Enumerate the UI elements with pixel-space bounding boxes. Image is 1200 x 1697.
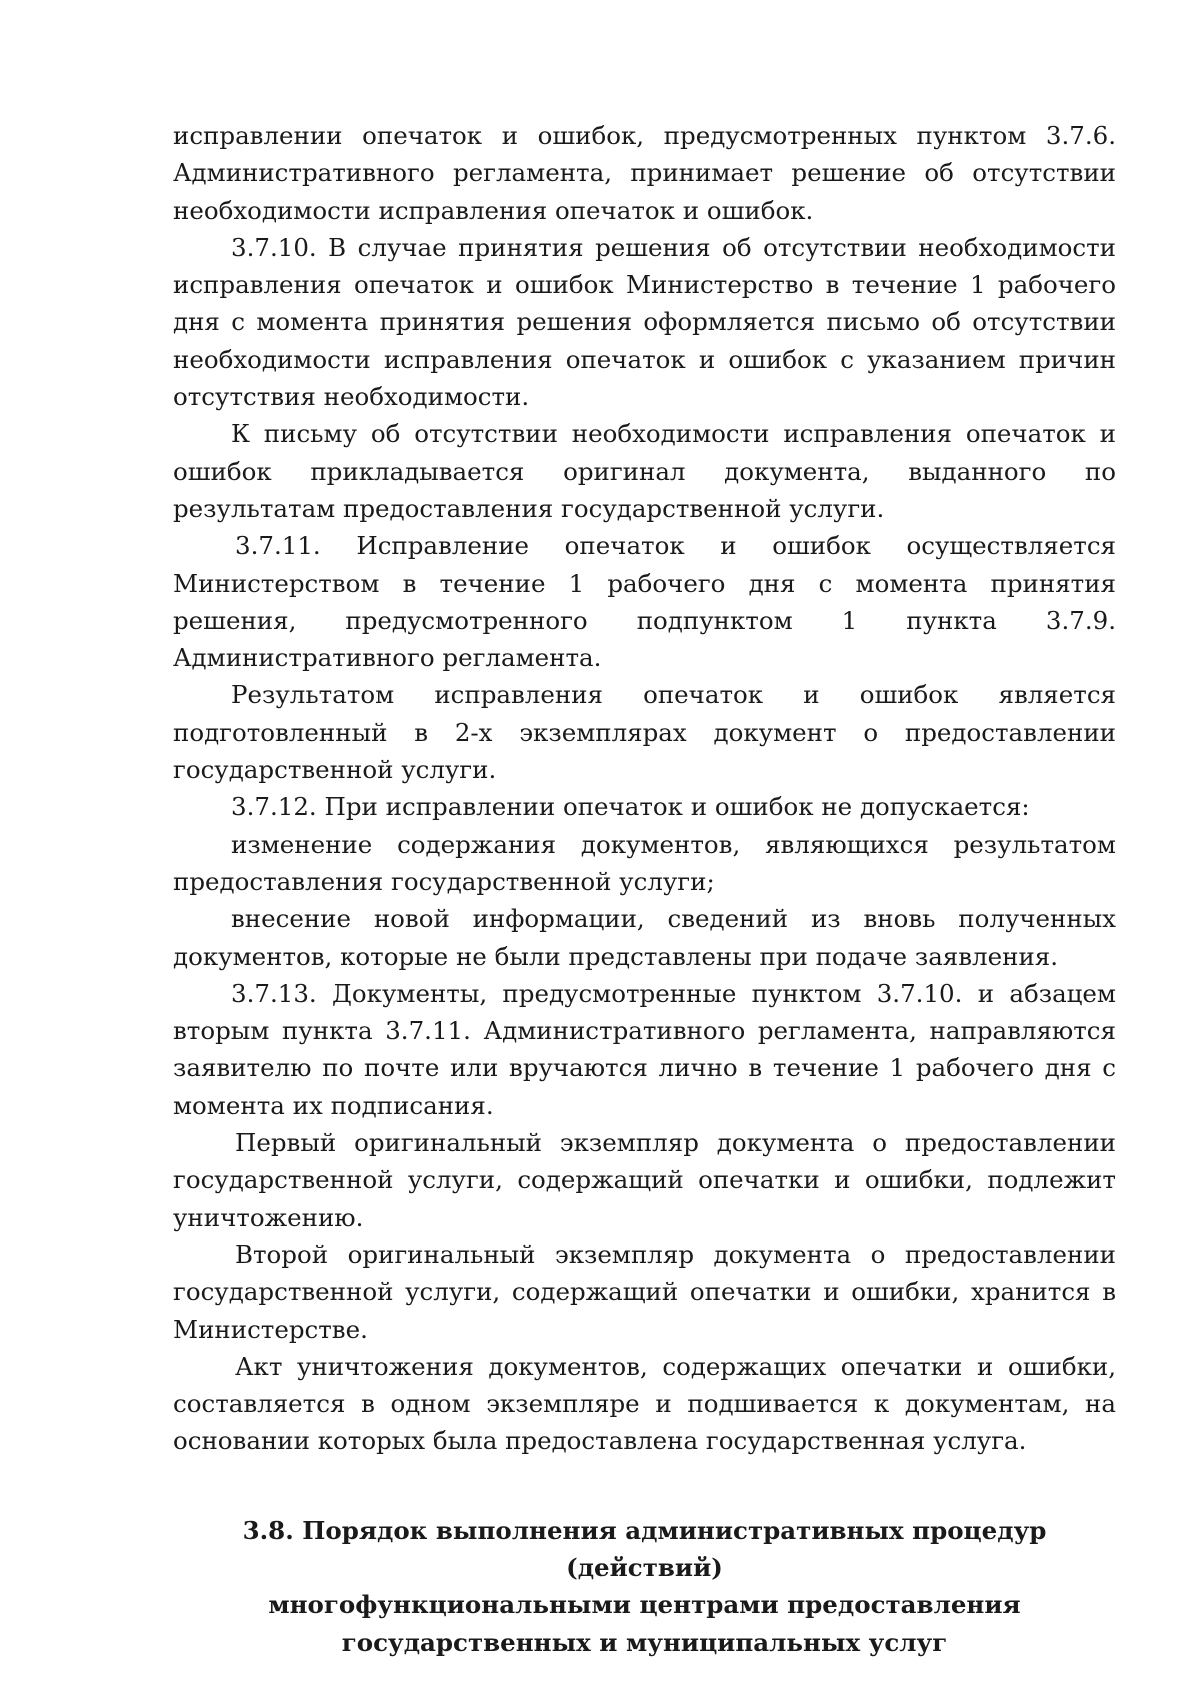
paragraph-3-7-11: 3.7.11. Исправление опечаток и ошибок осуществляется Министерством в течение 1 рабочего дня с момента принятия решения, предусмотренного подпунктом 1 пункта 3.7.9. Административного регламента. <box>173 531 1116 673</box>
paragraph-correction-result: Результатом исправления опечаток и ошибок является подготовленный в 2-х экземплярах документ о предоставлении государственной услуги. <box>173 680 1116 785</box>
paragraph-destruction-act: Акт уничтожения документов, содержащих опечатки и ошибки, составляется в одном экземпляре и подшивается к документам, на основании которых была предоставлена государственная услуга. <box>173 1351 1116 1456</box>
section-heading-line-3: государственных и муниципальных услуг <box>341 1627 948 1657</box>
paragraph-second-copy: Второй оригинальный экземпляр документа о предоставлении государственной услуги, содержащий опечатки и ошибки, хранится в Министерстве. <box>173 1239 1116 1344</box>
paragraph-3-7-13: 3.7.13. Документы, предусмотренные пунктом 3.7.10. и абзацем вторым пункта 3.7.11. Административного регламента, направляются заявителю по почте или вручаются лично в течение 1 рабочего дня с момента их подписания. <box>173 978 1116 1120</box>
paragraph-content-change: изменение содержания документов, являющихся результатом предоставления государственной услуги; <box>173 829 1116 896</box>
paragraph-3-7-10: 3.7.10. В случае принятия решения об отсутствии необходимости исправления опечаток и ошибок Министерство в течение 1 рабочего дня с момента принятия решения оформляется письмо об отсутствии необходимости исправления опечаток и ошибок с указанием причин отсутствия необходимости. <box>173 232 1116 412</box>
paragraph-first-copy: Первый оригинальный экземпляр документа о предоставлении государственной услуги, содержащий опечатки и ошибки, подлежит уничтожению. <box>173 1128 1116 1232</box>
paragraph-letter-attachment: К письму об отсутствии необходимости исправления опечаток и ошибок прикладывается оригинал документа, выданного по результатам предоставления государственной услуги. <box>173 419 1116 523</box>
section-heading-line-1: 3.8. Порядок выполнения административных процедур (действий) <box>242 1515 1047 1582</box>
paragraph-new-information: внесение новой информации, сведений из вновь полученных документов, которые не были представлены при подаче заявления. <box>173 904 1116 971</box>
paragraph-continuation-3-7-9: исправлении опечаток и ошибок, предусмотренных пунктом 3.7.6. Административного регламента, принимает решение об отсутствии необходимости исправления опечаток и ошибок. <box>173 121 1116 225</box>
paragraph-3-7-12: 3.7.12. При исправлении опечаток и ошибок не допускается: <box>231 792 1030 822</box>
section-heading-line-2: многофункциональными центрами предоставления <box>268 1590 1021 1620</box>
section-heading-3-8 <box>173 1512 1116 1661</box>
